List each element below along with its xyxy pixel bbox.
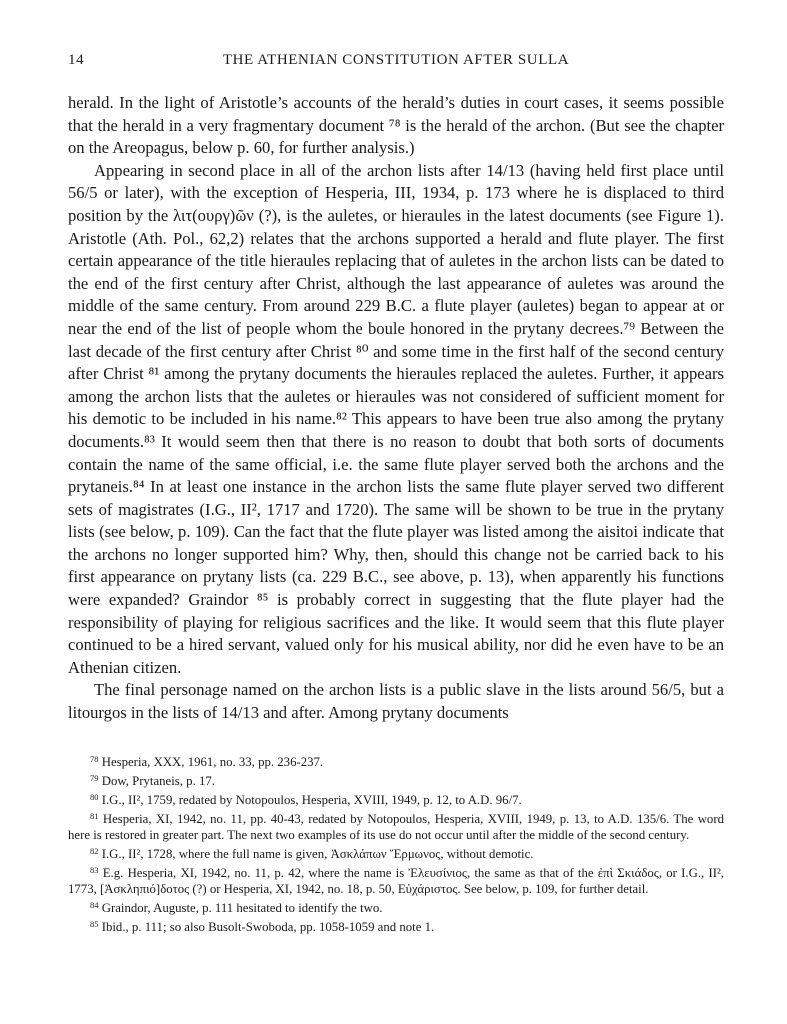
footnote <box>68 897 724 916</box>
paragraph: The final personage named on the archon lists is a public slave in the lists around 56/5, but a litourgos in the lists of 14/13 and after. Among prytany documents <box>68 680 724 723</box>
page <box>68 52 724 935</box>
footnote-text: Graindor, Auguste, p. 111 hesitated to identify the two. <box>101 900 383 915</box>
paragraph: Appearing in second place in all of the archon lists after 14/13 (having held first place until 56/5 or later), with the exception of Hesperia, III, 1934, p. 173 where he is displaced to third position by the λιτ(ουργ)ῶν (?), is the auletes, or hieraules in the latest documents (see Figure 1). Aristotle (Ath. Pol., 62,2) relates that the archons supported a herald and flute player. The first certain appearance of the title hieraules replacing that of auletes in the archon lists can be dated to the end of the first century after Christ, although the last appearance of auletes was around the middle of the same century. From around 229 B.C. a flute player (auletes) began to appear at or near the end of the list of people whom the boule honored in the prytany decrees.⁷⁹ Between the last decade of the first century after Christ ⁸⁰ and some time in the first half of the second century after Christ ⁸¹ among the prytany documents the hieraules replaced the auletes. Further, it appears among the archon lists that the auletes or hieraules was not considered of sufficient moment for his demotic to be included in his name.⁸² This appears to have been true also among the prytany documents.⁸³ It would seem then that there is no reason to doubt that both sorts of documents contain the name of the same official, i.e. the same flute player served both the archons and the prytaneis.⁸⁴ In at least one instance in the archon lists the same flute player served two different sets of magistrates (I.G., II², 1717 and 1720). The same will be shown to be true in the prytany lists (see below, p. 109). Can the fact that the flute player was listed among the aisitoi indicate that the archons no longer supported him? Why, then, should this change not be carried back to his first appearance on prytany lists (ca. 229 B.C., see above, p. 13), when apparently his functions were expanded? Graindor ⁸⁵ is probably correct in suggesting that the flute player had the responsibility of playing for religious sacrifices and the like. It would seem that this flute player continued to be a hired servant, valued only for his musical ability, nor did he even have to be an Athenian citizen. <box>68 160 724 677</box>
footnote <box>68 862 724 897</box>
footnote-marker: 78 <box>90 753 99 764</box>
footnote <box>68 843 724 862</box>
footnote-text: Hesperia, XI, 1942, no. 11, pp. 40-43, redated by Notopoulos, Hesperia, XVIII, 1949, p. 13, to A.D. 135/6. The word here is restored in greater part. The next two examples of its use do not occur until after the middle of the second century. <box>68 811 724 842</box>
footnote-marker: 79 <box>90 772 99 783</box>
footnote <box>68 916 724 935</box>
footnote-marker: 85 <box>90 918 99 929</box>
footnote-text: Dow, Prytaneis, p. 17. <box>101 773 215 788</box>
footnote-marker: 82 <box>90 845 99 856</box>
paragraph: herald. In the light of Aristotle’s accounts of the herald’s duties in court cases, it seems possible that the herald in a very fragmentary document ⁷⁸ is the herald of the archon. (But see the chapter on the Areopagus, below p. 60, for further analysis.) <box>68 93 724 158</box>
footnote-marker: 80 <box>90 791 99 802</box>
footnote <box>68 751 724 770</box>
footnote-text: Ibid., p. 111; so also Busolt-Swoboda, pp. 1058-1059 and note 1. <box>101 919 435 934</box>
footnote <box>68 808 724 843</box>
footnote <box>68 789 724 808</box>
footnote-text: I.G., II², 1759, redated by Notopoulos, Hesperia, XVIII, 1949, p. 12, to A.D. 96/7. <box>101 792 522 807</box>
body-text <box>68 92 724 725</box>
footnote <box>68 770 724 789</box>
footnote-text: E.g. Hesperia, XI, 1942, no. 11, p. 42, where the name is Ἐλευσίνιος, the same as that of the ἐπὶ Σκιάδος, or I.G., II², 1773, [Ἀσκληπιό]δοτος (?) or Hesperia, XI, 1942, no. 18, p. 50, Εὐχάριστος. See below, p. 109, for further detail. <box>68 865 725 896</box>
page-number: 14 <box>68 52 85 68</box>
footnote-text: Hesperia, XXX, 1961, no. 33, pp. 236-237. <box>101 754 324 769</box>
footnote-text: I.G., II², 1728, where the full name is given, Ἀσκλάπων Ἕρμωνος, without demotic. <box>101 846 534 861</box>
running-title: THE ATHENIAN CONSTITUTION AFTER SULLA <box>222 52 570 68</box>
footnotes <box>68 751 724 935</box>
page-header <box>68 52 724 78</box>
footnote-marker: 83 <box>90 864 99 875</box>
footnote-marker: 81 <box>90 810 99 821</box>
footnote-marker: 84 <box>90 899 99 910</box>
